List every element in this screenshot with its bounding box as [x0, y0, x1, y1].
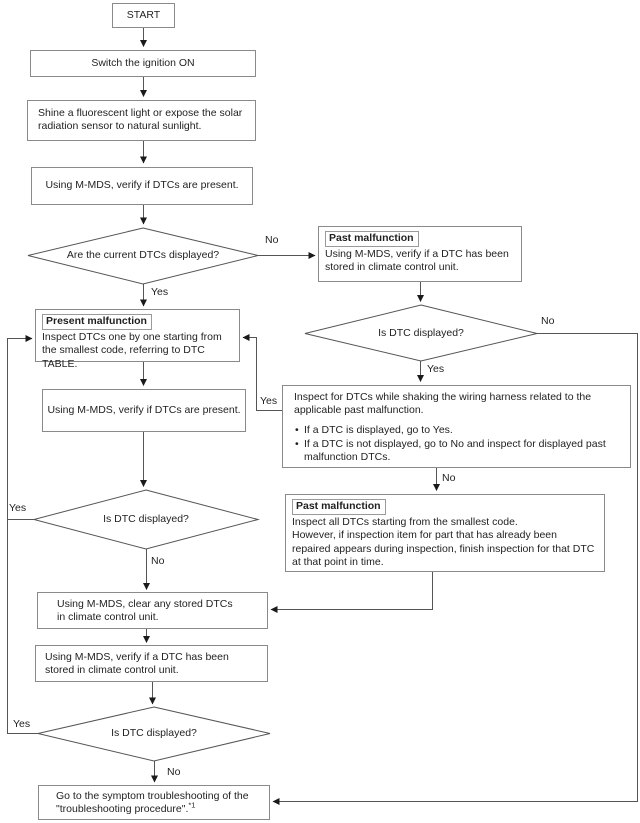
process-verify-stored	[35, 645, 268, 682]
process-sunlight	[27, 100, 256, 141]
past-malfunction-2-line2: However, if inspection item for part that has already been repaired appears during inspection, finish inspection for that DTC at that point in time.	[292, 529, 595, 568]
arrow-past2-to-clear	[271, 572, 433, 610]
callout-past-malfunction-1	[318, 226, 522, 282]
past-malfunction-1-title: Past malfunction	[325, 231, 419, 247]
callout-past-malfunction-2	[285, 494, 605, 572]
shake-harness-intro: Inspect for DTCs while shaking the wiring harness related to the applicable past malfunction.	[294, 391, 592, 417]
arrow-yes-return-to-present	[8, 339, 39, 734]
edge-label-d3-no: No	[151, 555, 165, 567]
process-verify-dtcs-2-text: Using M-MDS, verify if DTCs are present.	[47, 403, 241, 416]
process-clear-dtcs	[37, 592, 268, 629]
end-node-text	[56, 790, 270, 816]
past-malfunction-2-line1: Inspect all DTCs starting from the smallest code.	[292, 516, 518, 529]
decision-dtc-displayed-top-label: Is DTC displayed?	[378, 327, 464, 339]
edge-label-d2-yes: Yes	[427, 363, 445, 375]
process-switch-ignition-text: Switch the ignition ON	[91, 56, 195, 69]
edge-label-shake-no: No	[442, 472, 456, 484]
process-verify-dtcs-2	[42, 389, 246, 432]
present-malfunction-title: Present malfunction	[42, 314, 152, 330]
edge-label-d2-no: No	[541, 315, 555, 327]
process-shake-harness	[282, 385, 631, 468]
process-sunlight-text: Shine a fluorescent light or expose the solar radiation sensor to natural sunlight.	[38, 107, 243, 133]
process-verify-stored-text: Using M-MDS, verify if a DTC has been stored in climate control unit.	[45, 651, 229, 677]
edge-label-shake-yes: Yes	[260, 395, 278, 407]
edge-label-d3-yes: Yes	[9, 502, 27, 514]
shake-bullet-no: • If a DTC is not displayed, go to No and inspect for displayed past malfunction DTCs.	[294, 438, 619, 464]
end-text: Go to the symptom troubleshooting of the "troubleshooting procedure".	[56, 790, 249, 816]
edge-label-d1-yes: Yes	[151, 286, 169, 298]
decision-dtc-displayed-mid-label: Is DTC displayed?	[103, 513, 189, 525]
process-switch-ignition	[30, 50, 256, 77]
edge-label-d1-no: No	[265, 234, 279, 246]
end-node	[38, 785, 270, 820]
past-malfunction-1-text: Using M-MDS, verify if a DTC has been stored in climate control unit.	[325, 248, 509, 274]
start-node	[112, 3, 175, 28]
edge-label-d4-yes: Yes	[13, 718, 31, 730]
process-clear-dtcs-text: Using M-MDS, clear any stored DTCs in climate control unit.	[57, 598, 233, 624]
process-verify-dtcs-1	[31, 167, 253, 205]
decision-current-dtcs-label: Are the current DTCs displayed?	[66, 249, 220, 261]
shake-bullet-yes: • If a DTC is displayed, go to Yes.	[294, 424, 619, 437]
process-verify-dtcs-1-text: Using M-MDS, verify if DTCs are present.	[45, 179, 239, 192]
end-footnote-marker: *1	[188, 800, 196, 810]
callout-present-malfunction	[35, 309, 240, 370]
edge-label-d4-no: No	[167, 766, 181, 778]
decision-dtc-displayed-bottom-label: Is DTC displayed?	[111, 727, 197, 739]
start-label: START	[126, 8, 161, 21]
past-malfunction-2-title: Past malfunction	[292, 499, 386, 515]
shake-harness-bullets	[294, 424, 619, 464]
present-malfunction-text: Inspect DTCs one by one starting from the smallest code, referring to DTC TABLE.	[42, 331, 222, 370]
